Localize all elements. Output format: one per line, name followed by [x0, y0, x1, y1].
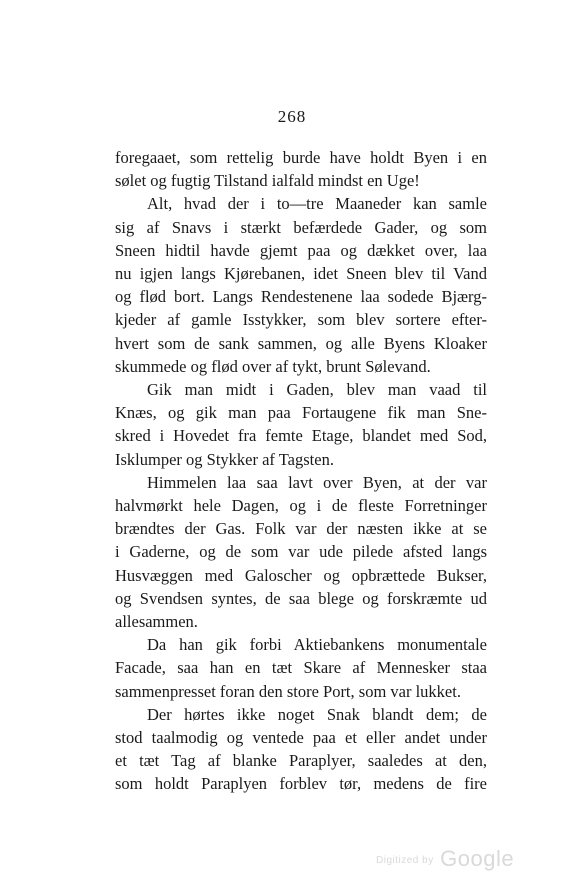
text-line: hvert som de sank sammen, og alle Byens Kloaker [115, 333, 487, 353]
text-line: Alt, hvad der i to—tre Maaneder kan samle [147, 194, 487, 214]
text-line: skummede og flød over af tykt, brunt Sølevand. [115, 356, 431, 376]
text-line: Knæs, og gik man paa Fortaugene fik man Sne- [115, 403, 487, 423]
text-line: foregaaet, som rettelig burde have holdt Byen i en [115, 148, 487, 167]
text-line: halvmørkt hele Dagen, og i de fleste Forretninger [115, 496, 487, 516]
text-line: nu igjen langs Kjørebanen, idet Sneen blev til Vand [115, 264, 487, 284]
body-text [115, 146, 487, 796]
text-line: sig af Snavs i stærkt befærdede Gader, og som [115, 217, 487, 237]
text-line: sammenpresset foran den store Port, som var lukket. [115, 681, 461, 701]
watermark-prefix: Digitized by [376, 855, 434, 866]
watermark-logo: Google [440, 846, 515, 871]
text-line: brændtes der Gas. Folk var der næsten ikke at se [115, 519, 487, 539]
text-line: og Svendsen syntes, de saa blege og forskræmte ud [115, 588, 487, 608]
text-line: Facade, saa han en tæt Skare af Mennesker staa [115, 658, 487, 678]
text-line: allesammen. [115, 612, 198, 632]
text-line: Isklumper og Stykker af Tagsten. [115, 449, 334, 469]
text-line: sølet og fugtig Tilstand ialfald mindst en Uge! [115, 171, 420, 191]
text-line: et tæt Tag af blanke Paraplyer, saaledes at den, [115, 751, 487, 771]
google-watermark [376, 846, 514, 872]
text-line: og flød bort. Langs Rendestenene laa sodede Bjærg- [115, 287, 487, 307]
text-line: Gik man midt i Gaden, blev man vaad til [147, 380, 487, 400]
text-line: skred i Hovedet fra femte Etage, blandet med Sod, [115, 426, 487, 446]
text-line: som holdt Paraplyen forblev tør, medens de fire [115, 774, 487, 794]
text-line: Himmelen laa saa lavt over Byen, at der var [147, 472, 487, 492]
text-line: i Gaderne, og de som var ude pilede afsted langs [115, 542, 487, 562]
text-line: Sneen hidtil havde gjemt paa og dækket over, laa [115, 240, 487, 260]
text-line: Da han gik forbi Aktiebankens monumentale [147, 635, 487, 655]
text-line: Der hørtes ikke noget Snak blandt dem; de [147, 704, 487, 724]
text-line: stod taalmodig og ventede paa et eller andet under [115, 728, 487, 748]
page-number: 268 [277, 107, 307, 126]
text-line: kjeder af gamle Isstykker, som blev sortere efter- [115, 310, 487, 330]
text-line: Husvæggen med Galoscher og opbrættede Bukser, [115, 565, 487, 585]
